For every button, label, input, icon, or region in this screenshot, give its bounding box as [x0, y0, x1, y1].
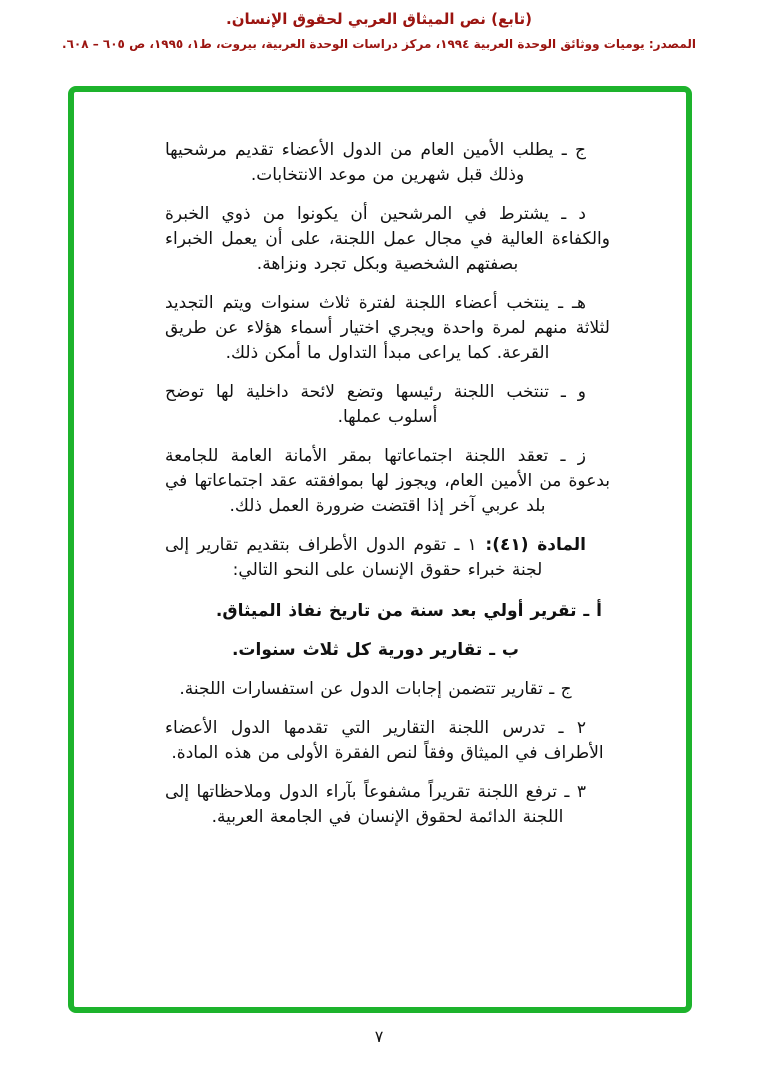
paragraph-clause-2: [165, 716, 610, 766]
paragraph-text: ج ـ يطلب الأمين العام من الدول الأعضاء تقديم مرشحيها وذلك قبل شهرين من موعد الانتخابات.: [165, 140, 586, 185]
paragraph-clause-waw: [165, 380, 610, 430]
content-border-box: [68, 86, 692, 1013]
paragraph-text: و ـ تنتخب اللجنة رئيسها وتضع لائحة داخلية لها توضح أسلوب عملها.: [165, 382, 586, 427]
paragraph-text: ١ ـ تقوم الدول الأطراف بتقديم تقارير إلى لجنة خبراء حقوق الإنسان على النحو التالي:: [165, 535, 543, 580]
list-item-ba: [165, 638, 610, 663]
paragraph-text: ٣ ـ ترفع اللجنة تقريراً مشفوعاً بآراء الدول وملاحظاتها إلى اللجنة الدائمة لحقوق الإنسان في الجامعة العربية.: [165, 782, 586, 827]
paragraph-clause-dal: [165, 202, 610, 277]
source-citation-line: المصدر: يوميات ووثائق الوحدة العربية ١٩٩٤، مركز دراسات الوحدة العربية، بيروت، ط١، ١٩٩٥، ص ٦٠٥ – ٦٠٨.: [62, 37, 696, 51]
paragraph-text: ز ـ تعقد اللجنة اجتماعاتها بمقر الأمانة العامة للجامعة بدعوة من الأمين العام، ويجوز لها بموافقته عقد اجتماعاتها في بلد عربي آخر إذا اقتضت ضرورة العمل ذلك.: [165, 446, 610, 516]
paragraph-clause-ha: [165, 291, 610, 366]
paragraph-text: ٢ ـ تدرس اللجنة التقارير التي تقدمها الدول الأعضاء الأطراف في الميثاق وفقاً لنص الفقرة الأولى من هذه المادة.: [165, 718, 604, 763]
paragraph-clause-zay: [165, 444, 610, 519]
list-item-jim: [165, 677, 610, 702]
page-header: [0, 10, 758, 51]
article-41-heading: المادة (٤١):: [476, 535, 586, 555]
paragraph-text: د ـ يشترط في المرشحين أن يكونوا من ذوي الخبرة والكفاءة العالية في مجال عمل اللجنة، على أن يعمل الخبراء بصفتهم الشخصية وبكل تجرد ونزاهة.: [165, 204, 610, 274]
paragraph-clause-3: [165, 780, 610, 830]
document-title: (تابع) نص الميثاق العربي لحقوق الإنسان.: [226, 10, 532, 28]
paragraph-text: أ ـ تقرير أولي بعد سنة من تاريخ نفاذ الميثاق.: [215, 601, 602, 621]
paragraph-text: ب ـ تقارير دورية كل ثلاث سنوات.: [231, 640, 520, 660]
paragraph-article-41: [165, 533, 610, 583]
article-text-column: [165, 138, 610, 844]
paragraph-text: هـ ـ ينتخب أعضاء اللجنة لفترة ثلاث سنوات ويتم التجديد لثلاثة منهم لمرة واحدة ويجري اختيار أسماء هؤلاء عن طريق القرعة. كما يراعى مبدأ التداول ما أمكن ذلك.: [165, 293, 610, 363]
list-item-alif: [165, 599, 610, 624]
paragraph-text: ج ـ تقارير تتضمن إجابات الدول عن استفسارات اللجنة.: [179, 679, 572, 699]
page-number: ٧: [374, 1027, 384, 1046]
paragraph-clause-jim: [165, 138, 610, 188]
